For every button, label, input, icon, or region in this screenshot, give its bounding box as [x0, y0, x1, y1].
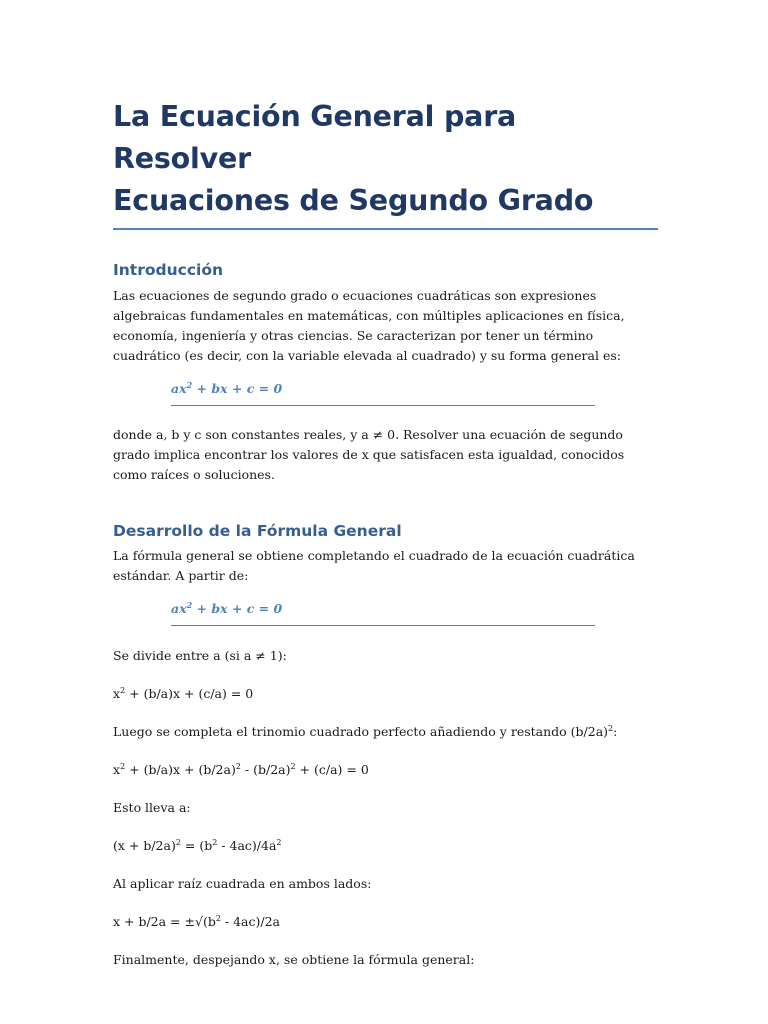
intro-after-paragraph: donde a, b y c son constantes reales, y a ≠ 0. Resolver una ecuación de segundo grado implica encontrar los valores de x que satisfacen esta igualdad, conocidos como raíces o soluciones. — [113, 427, 625, 482]
intro-paragraph: Las ecuaciones de segundo grado o ecuaciones cuadráticas son expresiones algebraicas fundamentales en matemáticas, con múltiples aplicaciones en física, economía, ingeniería y otras ciencias. Se caracterizan por tener un término cuadrático (es decir, con la variable elevada al cuadrado) y su forma general es: — [113, 288, 625, 363]
step-complete-square-equation: $x^2 + (b/a)x + (b/2a)^2 - (b/2a)^2 + (c/a) = 0$ — [113, 762, 369, 777]
title-line-1: La Ecuación General para Resolver — [113, 100, 517, 175]
general-form-equation — [171, 378, 595, 406]
equation-text: $ax^2$ + bx + c = 0 — [171, 600, 283, 616]
title-line-2: Ecuaciones de Segundo Grado — [113, 184, 594, 217]
step-divide-text: Se divide entre a (si a ≠ 1): — [113, 648, 287, 663]
step-divide-equation: $x^2 + (b/a)x + (c/a) = 0$ — [113, 686, 254, 701]
step-leads-equation: $(x + b/2a)^2 = (b^2 - 4ac)/4a^2$ — [113, 838, 282, 853]
step-sqrt-text: Al aplicar raíz cuadrada en ambos lados: — [113, 876, 372, 891]
development-heading: Desarrollo de la Fórmula General — [113, 522, 402, 540]
development-paragraph: La fórmula general se obtiene completando el cuadrado de la ecuación cuadrática estándar. A partir de: — [113, 548, 635, 583]
step-sqrt-equation: $x + b/2a = \pm√(b^2 - 4ac)/2a$ — [113, 914, 280, 929]
document-content — [113, 96, 658, 970]
step-leads-text: Esto lleva a: — [113, 800, 191, 815]
intro-heading: Introducción — [113, 261, 224, 279]
step-complete-square-text: Luego se completa el trinomio cuadrado perfecto añadiendo y restando $(b/2a)^2$: — [113, 724, 618, 739]
standard-form-equation — [171, 598, 595, 626]
equation-text: $ax^2$ + bx + c = 0 — [171, 380, 283, 396]
document-title — [113, 96, 658, 230]
step-final-text: Finalmente, despejando x, se obtiene la fórmula general: — [113, 952, 475, 967]
